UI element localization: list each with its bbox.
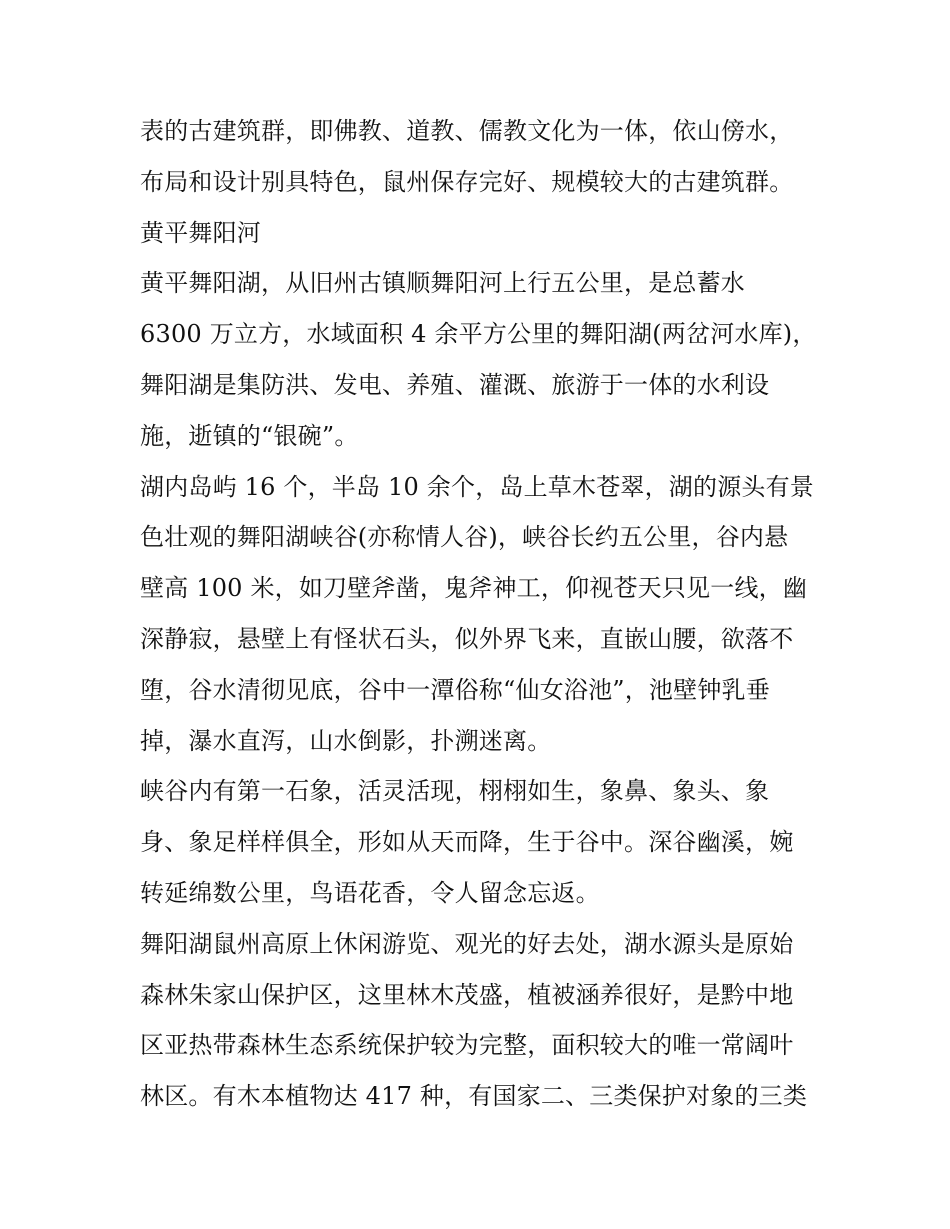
text-line: 身、象足样样俱全，形如从天而降，生于谷中。深谷幽溪，婉 (140, 828, 794, 857)
text-line: 6300 万立方，水域面积 4 余平方公里的舞阳湖(两岔河水库)， (140, 320, 817, 349)
text-line: 布局和设计别具特色，鼠州保存完好、规模较大的古建筑群。 (140, 167, 794, 196)
text-line: 舞阳湖是集防洪、发电、养殖、灌溉、旅游于一体的水利设 (140, 370, 770, 399)
text-line: 湖内岛屿 16 个，半岛 10 余个，岛上草木苍翠，湖的源头有景 (140, 472, 814, 501)
text-line: 舞阳湖鼠州高原上休闲游览、观光的好去处，湖水源头是原始 (140, 929, 794, 958)
text-line: 峡谷内有第一石象，活灵活现，栩栩如生，象鼻、象头、象 (140, 777, 770, 806)
text-line: 转延绵数公里，鸟语花香，令人留念忘返。 (140, 878, 600, 907)
section-heading: 黄平舞阳河 (140, 218, 261, 247)
text-line: 表的古建筑群，即佛教、道教、儒教文化为一体，依山傍水， (140, 117, 794, 145)
text-line: 色壮观的舞阳湖峡谷(亦称情人谷)，峡谷长约五公里，谷内悬 (140, 523, 789, 552)
text-line: 林区。有木本植物达 417 种，有国家二、三类保护对象的三类 (140, 1082, 808, 1111)
text-line: 壁高 100 米，如刀壁斧凿，鬼斧神工，仰视苍天只见一线，幽 (140, 574, 808, 603)
text-line: 区亚热带森林生态系统保护较为完整，面积较大的唯一常阔叶 (140, 1031, 794, 1060)
text-line: 施，逝镇的“银碗”。 (140, 421, 359, 450)
text-line: 黄平舞阳湖，从旧州古镇顺舞阳河上行五公里，是总蓄水 (140, 269, 745, 298)
document-body (140, 106, 840, 1122)
text-line: 掉，瀑水直泻，山水倒影，扑溯迷离。 (140, 726, 552, 755)
text-line: 深静寂，悬壁上有怪状石头，似外界飞来，直嵌山腰，欲落不 (140, 624, 794, 653)
text-line: 森林朱家山保护区，这里林木茂盛，植被涵养很好，是黔中地 (140, 980, 794, 1009)
text-line: 堕，谷水清彻见底，谷中一潭俗称“仙女浴池”，池壁钟乳垂 (140, 675, 770, 704)
